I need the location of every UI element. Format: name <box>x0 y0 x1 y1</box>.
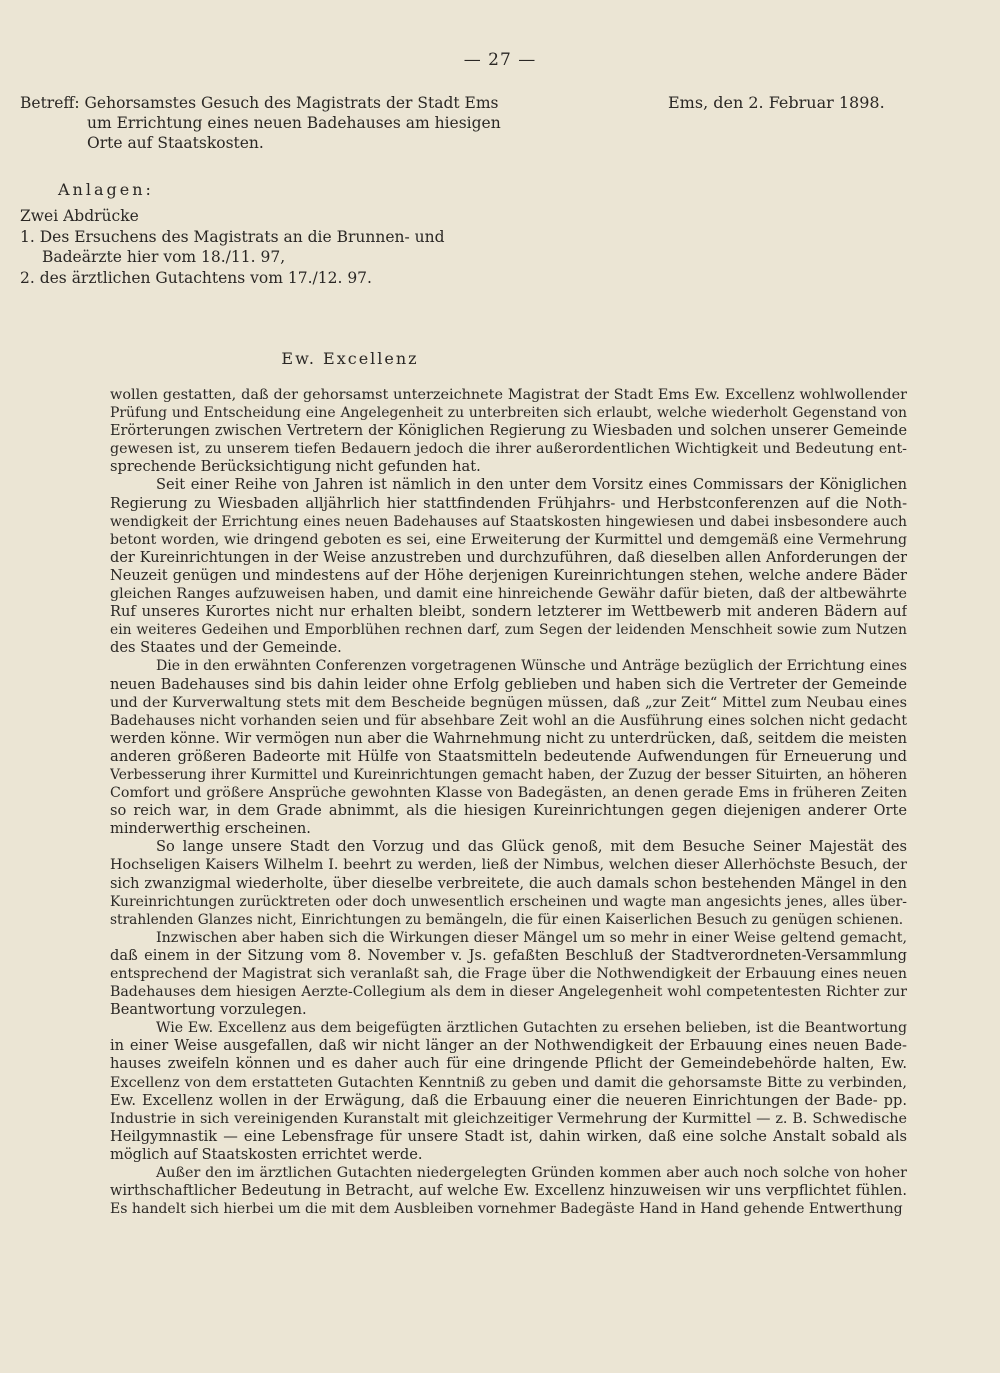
body-line: Ruf unseres Kurortes nicht nur erhalten bleibt, sondern letzterer im Wettbewerb mit anderen Bädern auf <box>110 603 907 621</box>
body-line: Excellenz von dem erstatteten Gutachten Kenntniß zu geben und damit die gehorsamste Bitte zu verbinden, <box>110 1074 907 1091</box>
body-line: des Staates und der Gemeinde. <box>110 639 342 657</box>
enclosure-line: 1. Des Ersuchens des Magistrats an die Brunnen- und <box>20 227 445 246</box>
body-line: Badehauses dem hiesigen Aerzte-Collegium als dem in dieser Angelegenheit wohl competentesten Richter zur <box>110 984 907 1001</box>
body-line: entsprechend der Magistrat sich veranlaßt sah, die Frage über die Nothwendigkeit der Erbauung eines neuen <box>110 966 907 982</box>
body-line: anderen größeren Badeorte mit Hülfe von Staatsmitteln bedeutende Aufwendungen für Erneuerung und <box>110 747 907 765</box>
body-line: Comfort und größere Ansprüche gewohnten Klasse von Badegästen, an denen gerade Ems in früheren Zeiten <box>110 785 907 802</box>
body-line: Seit einer Reihe von Jahren ist nämlich in den unter dem Vorsitz eines Commissars der Königlichen <box>156 476 907 494</box>
body-line: Badehauses nicht vorhanden seien und für absehbare Zeit wohl an die Ausführung eines solchen nicht gedacht <box>110 712 907 729</box>
body-line: Die in den erwähnten Conferenzen vorgetragenen Wünsche und Anträge bezüglich der Errichtung eines <box>156 658 907 675</box>
body-line: strahlenden Glanzes nicht, Einrichtungen zu bemängeln, die für einen Kaiserlichen Besuch zu genügen schienen. <box>110 911 904 928</box>
body-line: und der Kurverwaltung stets mit dem Bescheide begnügen müssen, daß „zur Zeit“ Mittel zum Neubau eines <box>110 694 907 711</box>
subject-block <box>20 93 501 153</box>
dateline: Ems, den 2. Februar 1898. <box>668 93 885 112</box>
body-line: Kureinrichtungen zurücktreten oder doch unwesentlich erscheinen und wagte man angesichts jenes, alles über- <box>110 893 907 910</box>
subject-line: Betreff: Gehorsamstes Gesuch des Magistrats der Stadt Ems <box>20 94 499 112</box>
body-line: Industrie in sich vereinigenden Kuranstalt mit gleichzeitiger Vermehrung der Kurmittel — z. B. Schwedische <box>110 1110 907 1127</box>
subject-line: um Errichtung eines neuen Badehauses am hiesigen <box>87 114 501 132</box>
page-number: — 27 — <box>463 50 537 70</box>
body-line: so reich war, in dem Grade abnimmt, als die hiesigen Kureinrichtungen gegen diejenigen anderer Orte <box>110 802 907 820</box>
body-line: werden könne. Wir vermögen nun aber die Wahrnehmung nicht zu unterdrücken, daß, seitdem die meisten <box>110 729 907 747</box>
body-line: hauses zweifeln können und es daher auch für eine dringende Pflicht der Gemeindebehörde halten, Ew. <box>110 1055 907 1073</box>
body-line: Ew. Excellenz wollen in der Erwägung, daß die Erbauung einer die neueren Einrichtungen der Bade- pp. <box>110 1091 907 1109</box>
body-line: in einer Weise ausgefallen, daß wir nicht länger an der Nothwendigkeit der Erbauung eines neuen Bade- <box>110 1037 907 1055</box>
body-line: Inzwischen aber haben sich die Wirkungen dieser Mängel um so mehr in einer Weise geltend gemacht, <box>156 929 907 946</box>
body-line: Beantwortung vorzulegen. <box>110 1001 307 1019</box>
body-line: sich zwanzigmal wiederholte, über dieselbe verbreitete, die auch damals schon bestehenden Mängel in den <box>110 875 907 892</box>
body-line: Verbesserung ihrer Kurmittel und Kureinrichtungen gemacht haben, der Zuzug der besser Situirten, an höheren <box>110 766 907 783</box>
enclosures-heading: Anlagen: <box>58 180 154 199</box>
body-line: Erörterungen zwischen Vertretern der Königlichen Regierung zu Wiesbaden und solchen unserer Gemeinde <box>110 423 907 440</box>
body-line: gleichen Ranges aufzuweisen haben, und damit eine hinreichende Gewähr dafür bieten, daß der altbewährte <box>110 586 907 603</box>
body-line: möglich auf Staatskosten errichtet werde. <box>110 1145 423 1163</box>
body-line: wirthschaftlicher Bedeutung in Betracht, auf welche Ew. Excellenz hinzuweisen wir uns verpflichtet fühlen. <box>110 1183 907 1200</box>
body-line: wollen gestatten, daß der gehorsamst unterzeichnete Magistrat der Stadt Ems Ew. Excellenz wohlwollender <box>110 387 907 403</box>
enclosure-line: Zwei Abdrücke <box>20 207 139 225</box>
subject-line: Orte auf Staatskosten. <box>87 134 264 152</box>
body-line: Wie Ew. Excellenz aus dem beigefügten ärztlichen Gutachten zu ersehen belieben, ist die Beantwortung <box>156 1020 907 1037</box>
body-line: der Kureinrichtungen in der Weise anzustreben und durchzuführen, daß dieselben allen Anforderungen der <box>110 549 907 566</box>
body-line: gewesen ist, zu unserem tiefen Bedauern jedoch die ihrer außerordentlichen Wichtigkeit und Bedeutung ent- <box>110 441 907 458</box>
salutation: Ew. Excellenz <box>281 349 419 368</box>
body-line: ein weiteres Gedeihen und Emporblühen rechnen darf, zum Segen der leidenden Menschheit sowie zum Nutzen <box>110 622 907 639</box>
body-line: Außer den im ärztlichen Gutachten niedergelegten Gründen kommen aber auch noch solche von hoher <box>156 1165 907 1182</box>
body-line: Regierung zu Wiesbaden alljährlich hier stattfindenden Frühjahrs- und Herbstconferenzen auf die Noth- <box>110 494 907 512</box>
body-line: Hochseligen Kaisers Wilhelm I. beehrt zu werden, ließ der Nimbus, welchen dieser Allerhöchste Besuch, der <box>110 857 907 874</box>
enclosure-line: Badeärzte hier vom 18./11. 97, <box>42 248 286 266</box>
body-line: betont worden, wie dringend geboten es sei, eine Erweiterung der Kurmittel und demgemäß eine Vermehrung <box>110 531 907 548</box>
body-line: So lange unsere Stadt den Vorzug und das Glück genoß, mit dem Besuche Seiner Majestät des <box>156 838 907 856</box>
body-line: neuen Badehauses sind bis dahin leider ohne Erfolg geblieben und haben sich die Vertreter der Gemeinde <box>110 675 907 693</box>
enclosures-list <box>20 206 480 288</box>
body-line: Prüfung und Entscheidung eine Angelegenheit zu unterbreiten sich erlaubt, welche wiederholt Gegenstand von <box>110 405 907 422</box>
body-line: minderwerthig erscheinen. <box>110 820 311 838</box>
letter-body <box>110 386 907 1218</box>
body-line: Heilgymnastik — eine Lebensfrage für unsere Stadt ist, dahin wirken, daß eine solche Anstalt sobald als <box>110 1127 907 1145</box>
body-line: wendigkeit der Errichtung eines neuen Badehauses auf Staatskosten hingewiesen und dabei insbesondere auch <box>110 513 907 530</box>
enclosure-line: 2. des ärztlichen Gutachtens vom 17./12. 97. <box>20 268 372 287</box>
body-line: Neuzeit genügen und mindestens auf der Höhe derjenigen Kureinrichtungen stehen, welche andere Bäder <box>110 566 907 584</box>
body-line: daß einem in der Sitzung vom 8. November v. Js. gefaßten Beschluß der Stadtverordneten-Versammlung <box>110 946 907 964</box>
body-line: sprechende Berücksichtigung nicht gefunden hat. <box>110 458 481 476</box>
body-line: Es handelt sich hierbei um die mit dem Ausbleiben vornehmer Badegäste Hand in Hand gehende Entwerthung <box>110 1201 903 1218</box>
